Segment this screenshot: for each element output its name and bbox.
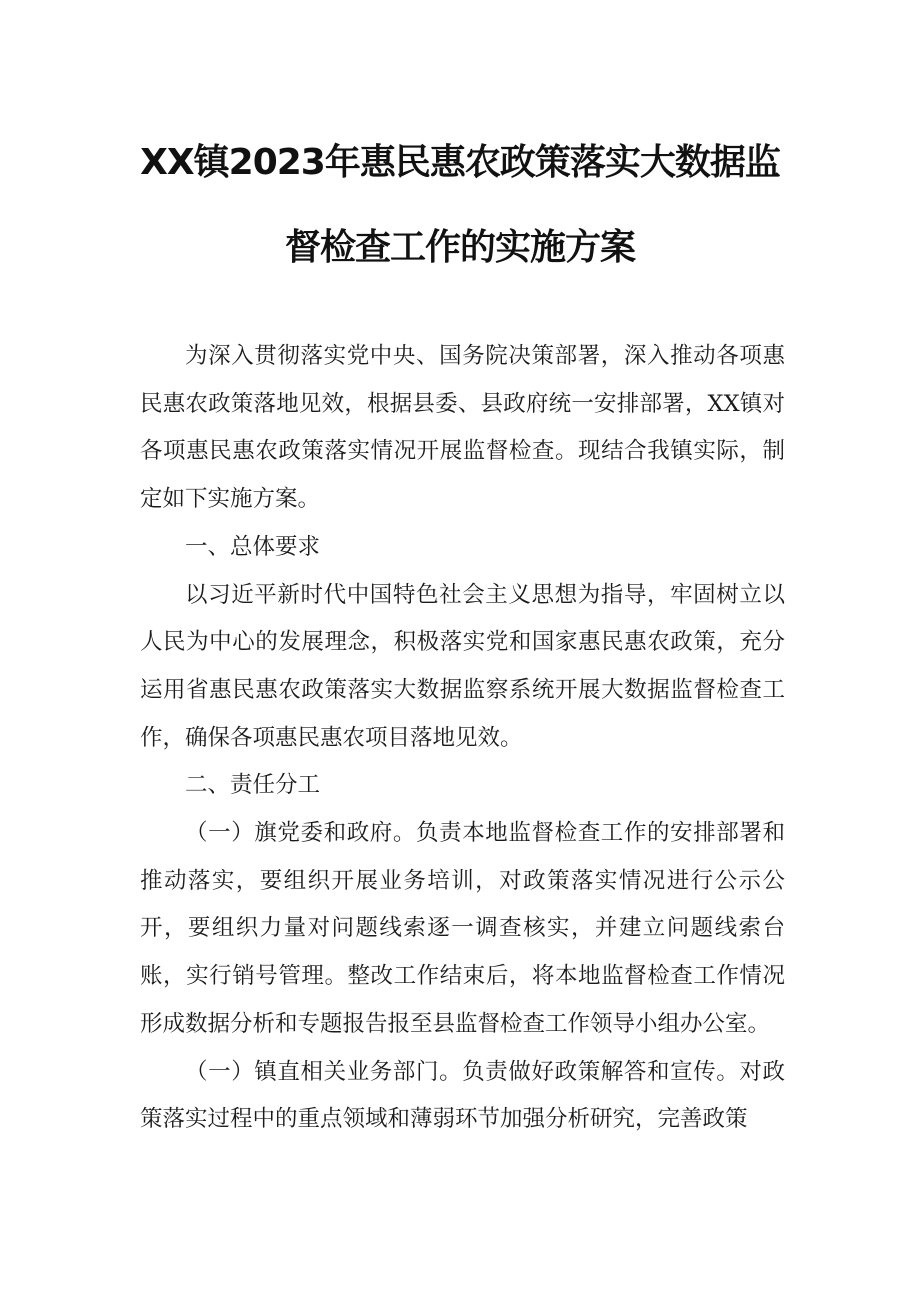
document-title-line-1: XX镇2023年惠民惠农政策落实大数据监 xyxy=(140,142,780,183)
document-title-line-2: 督检查工作的实施方案 xyxy=(284,227,635,268)
document-body xyxy=(140,333,785,1144)
paragraph-intro: 为深入贯彻落实党中央、国务院决策部署，深入推动各项惠民惠农政策落地见效，根据县委、县政府统一安排部署，XX镇对各项惠民惠农政策落实情况开展监督检查。现结合我镇实际，制定如下实施方案。 xyxy=(140,343,785,513)
section-heading-general-requirements: 一、总体要求 xyxy=(185,533,321,560)
paragraph-party-committee-government: （一）旗党委和政府。负责本地监督检查工作的安排部署和推动落实，要组织开展业务培训，对政策落实情况进行公示公开，要组织力量对问题线索逐一调查核实，并建立问题线索台账，实行销号管理。整改工作结束后，将本地监督检查工作情况形成数据分析和专题报告报至县监督检查工作领导小组办公室。 xyxy=(140,820,785,1037)
paragraph-general-requirements: 以习近平新时代中国特色社会主义思想为指导，牢固树立以人民为中心的发展理念，积极落实党和国家惠民惠农政策，充分运用省惠民惠农政策落实大数据监察系统开展大数据监督检查工作，确保各项惠民惠农项目落地见效。 xyxy=(140,581,785,751)
section-heading-responsibilities: 二、责任分工 xyxy=(185,772,321,799)
paragraph-town-departments: （一）镇直相关业务部门。负责做好政策解答和宣传。对政策落实过程中的重点领域和薄弱环节加强分析研究，完善政策 xyxy=(140,1058,785,1133)
